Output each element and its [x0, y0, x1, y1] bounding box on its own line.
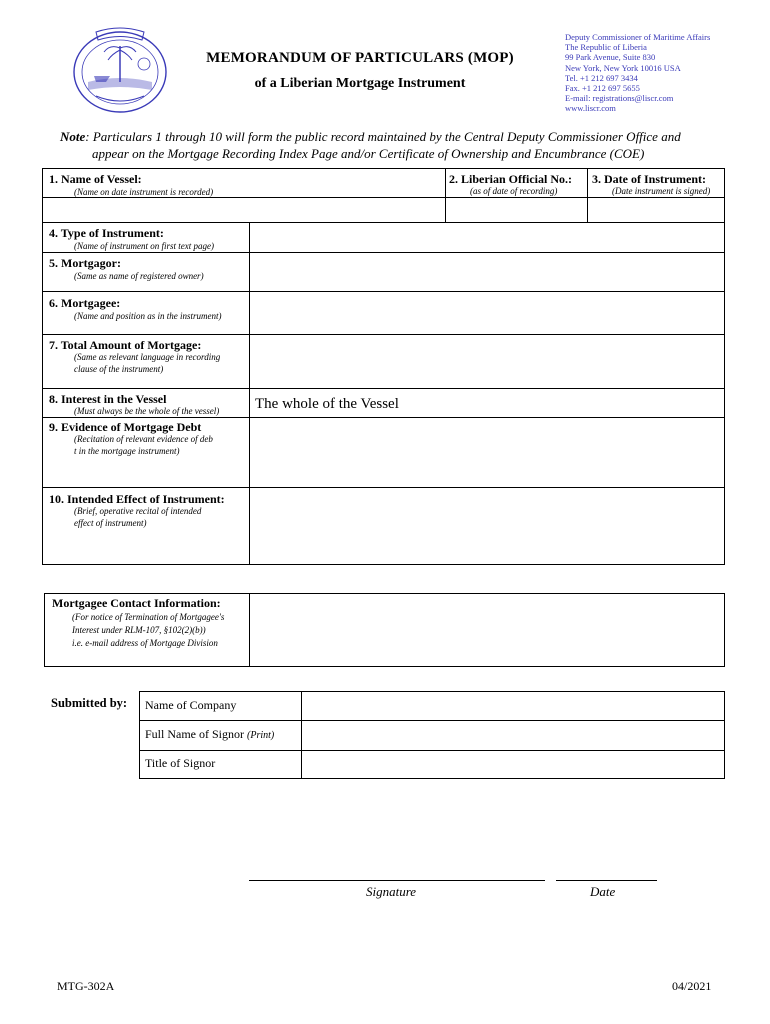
field-5-hint: (Same as name of registered owner)	[74, 271, 204, 281]
field-1-hint: (Name on date instrument is recorded)	[74, 187, 214, 197]
signature-label: Signature	[366, 884, 417, 899]
signor-name-input[interactable]	[302, 721, 724, 749]
note-line-1: : Particulars 1 through 10 will form the public record maintained by the Central Deputy Commissioner Office and	[85, 129, 681, 144]
field-4-hint: (Name of instrument on first text page)	[74, 241, 214, 251]
print-hint: (Print)	[247, 730, 275, 741]
field-7-hint-2: clause of the instrument)	[74, 364, 164, 374]
field-6-label: 6. Mortgagee:	[49, 296, 121, 310]
field-7-label: 7. Total Amount of Mortgage:	[49, 338, 202, 352]
date-line[interactable]	[556, 880, 657, 881]
total-amount-input[interactable]	[250, 335, 724, 387]
signor-name-text: Full Name of Signor	[145, 727, 244, 741]
field-10-label: 10. Intended Effect of Instrument:	[49, 492, 225, 506]
date-label: Date	[590, 884, 616, 899]
field-1-label: 1. Name of Vessel:	[49, 172, 142, 186]
field-9-hint-1: (Recitation of relevant evidence of deb	[74, 434, 213, 444]
divider	[42, 388, 725, 389]
office-address	[565, 32, 710, 114]
liberia-seal-logo	[66, 24, 174, 116]
field-2-hint: (as of date of recording)	[470, 186, 558, 196]
note-label: Note	[60, 129, 86, 144]
contact-hint-2: Interest under RLM-107, §102(2)(b))	[72, 625, 206, 635]
signor-title-label: Title of Signor	[145, 756, 216, 770]
field-3-hint: (Date instrument is signed)	[612, 186, 711, 196]
field-4-label: 4. Type of Instrument:	[49, 226, 164, 240]
company-name-label: Name of Company	[145, 698, 237, 712]
field-9-hint-2: t in the mortgage instrument)	[74, 446, 180, 456]
contact-label: Mortgagee Contact Information:	[52, 596, 221, 610]
contact-hint-3: i.e. e-mail address of Mortgage Division	[72, 638, 218, 648]
contact-email-input[interactable]	[250, 594, 724, 666]
form-title: MEMORANDUM OF PARTICULARS (MOP)	[206, 50, 514, 66]
form-number: MTG-302A	[57, 979, 115, 993]
address-email: E-mail: registrations@liscr.com	[565, 93, 674, 104]
note-line-2: appear on the Mortgage Recording Index Page and/or Certificate of Ownership and Encumbrance (COE)	[92, 146, 645, 161]
note-text	[60, 128, 700, 162]
vessel-name-input[interactable]	[43, 198, 444, 221]
address-line: Fax. +1 212 697 5655	[565, 83, 640, 94]
submitted-by-label: Submitted by:	[51, 696, 128, 710]
address-website: www.liscr.com	[565, 103, 616, 114]
field-9-label: 9. Evidence of Mortgage Debt	[49, 420, 202, 434]
instrument-date-input[interactable]	[588, 198, 724, 221]
field-7-hint-1: (Same as relevant language in recording	[74, 352, 221, 362]
mortgagor-input[interactable]	[250, 253, 724, 290]
signature-line[interactable]	[249, 880, 545, 881]
field-2-label: 2. Liberian Official No.:	[449, 172, 572, 186]
field-10-hint-1: (Brief, operative recital of intended	[74, 506, 202, 516]
company-name-input[interactable]	[302, 692, 724, 719]
field-5-label: 5. Mortgagor:	[49, 256, 121, 270]
address-line: New York, New York 10016 USA	[565, 62, 681, 73]
signor-name-label	[145, 727, 274, 742]
address-line: Tel. +1 212 697 3434	[565, 72, 638, 83]
address-line: Deputy Commissioner of Maritime Affairs	[565, 32, 711, 42]
address-line: 99 Park Avenue, Suite 830	[565, 52, 656, 63]
field-3-label: 3. Date of Instrument:	[592, 172, 706, 186]
field-8-hint: (Must always be the whole of the vessel)	[74, 406, 220, 416]
form-revision-date: 04/2021	[672, 979, 712, 993]
interest-in-vessel-value[interactable]: The whole of the Vessel	[255, 396, 399, 412]
form-subtitle: of a Liberian Mortgage Instrument	[254, 76, 466, 91]
field-8-label: 8. Interest in the Vessel	[49, 392, 167, 406]
mortgagee-input[interactable]	[250, 292, 724, 333]
contact-hint-1: (For notice of Termination of Mortgagee's	[72, 612, 225, 622]
address-line: The Republic of Liberia	[565, 42, 647, 53]
intended-effect-input[interactable]	[250, 488, 724, 564]
official-no-input[interactable]	[446, 198, 586, 221]
signor-title-input[interactable]	[302, 751, 724, 778]
field-6-hint: (Name and position as in the instrument)	[74, 311, 222, 321]
instrument-type-input[interactable]	[250, 223, 724, 251]
evidence-of-debt-input[interactable]	[250, 418, 724, 486]
field-10-hint-2: effect of instrument)	[74, 518, 147, 528]
